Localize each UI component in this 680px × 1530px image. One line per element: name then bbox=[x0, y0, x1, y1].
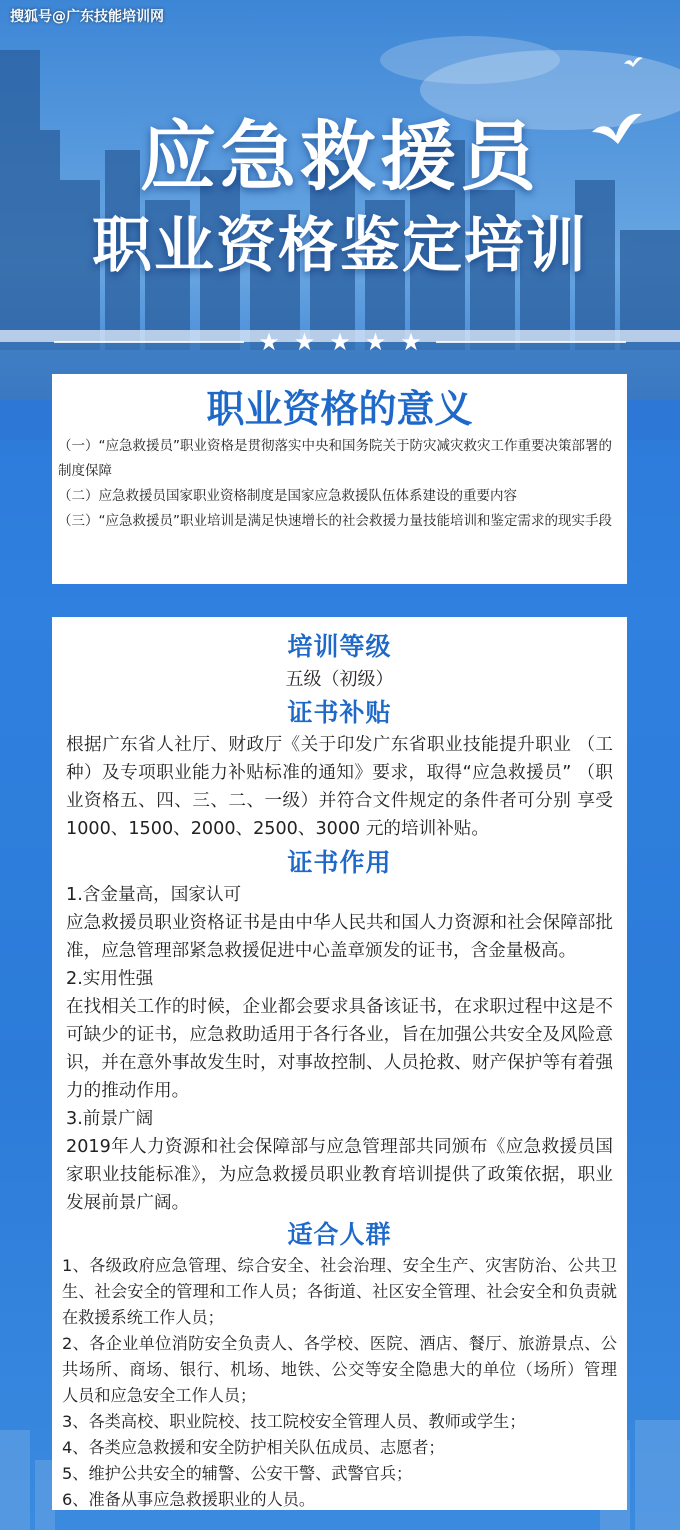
divider-line bbox=[436, 341, 626, 343]
audience-line: 2、各企业单位消防安全负责人、各学校、医院、酒店、餐厅、旅游景点、公共场所、商场、银行、机场、地铁、公交等安全隐患大的单位（场所）管理 人员和应急安全工作人员； bbox=[62, 1334, 617, 1405]
subsidy-title: 证书补贴 bbox=[287, 698, 392, 727]
function-line: 在找相关工作的时候，企业都会要求具备该证书，在求职过程中这是不可缺少的证书，应急救助适用于各行各业，旨在加强公共安全及风险意识，并在意外事故发生时，对事故控制、人员抢救、财产保护等有着强力的推动作用。 bbox=[66, 997, 613, 1101]
hero-title-line1: 应急救援员 bbox=[140, 112, 540, 201]
function-line: 3.前景广阔 bbox=[66, 1109, 154, 1129]
audience-title: 适合人群 bbox=[287, 1220, 392, 1249]
bird-icon bbox=[622, 52, 644, 74]
divider-line bbox=[54, 341, 244, 343]
hero-title-line2: 职业资格鉴定培训 bbox=[92, 211, 588, 281]
star-icon: ★ bbox=[258, 328, 280, 356]
function-line: 应急救援员职业资格证书是由中华人民共和国人力资源和社会保障部批准，应急管理部紧急救援促进中心盖章颁发的证书，含金量极高。 bbox=[66, 913, 613, 961]
significance-item: （二）应急救援员国家职业资格制度是国家应急救援队伍体系建设的重要内容 bbox=[58, 488, 517, 504]
star-icon: ★ bbox=[293, 328, 316, 356]
significance-item: （一）“应急救援员”职业资格是贯彻落实中央和国务院关于防灾减灾救灾工作重要决策部署的制度保障 bbox=[58, 438, 612, 479]
function-line: 2.实用性强 bbox=[66, 969, 154, 989]
function-line: 1.含金量高，国家认可 bbox=[66, 885, 242, 905]
star-icon: ★ bbox=[364, 328, 387, 356]
subsidy-text: 根据广东省人社厅、财政厅《关于印发广东省职业技能提升职业 （工种）及专项职业能力补贴标准的通知》要求，取得“应急救援员” （职业资格五、四、三、二、一级）并符合文件规定的条件者可分别 享受 1000、1500、2000、2500、3000 元的培训补贴。 bbox=[66, 735, 613, 839]
significance-title: 职业资格的意义 bbox=[206, 387, 473, 431]
audience-line: 4、各类应急救援和安全防护相关队伍成员、志愿者； bbox=[62, 1438, 445, 1457]
significance-card bbox=[52, 374, 627, 584]
audience-line: 5、维护公共安全的辅警、公安干警、武警官兵； bbox=[62, 1464, 413, 1483]
watermark: 搜狐号@广东技能培训网 bbox=[10, 9, 164, 25]
star-divider bbox=[0, 328, 680, 356]
audience-line: 3、各类高校、职业院校、技工院校安全管理人员、教师或学生； bbox=[62, 1412, 526, 1431]
function-line: 2019年人力资源和社会保障部与应急管理部共同颁布《应急救援员国家职业技能标准》，为应急救援员职业教育培训提供了政策依据，职业发展前景广阔。 bbox=[66, 1137, 613, 1213]
training-level-title: 培训等级 bbox=[287, 632, 392, 661]
star-icon: ★ bbox=[329, 328, 351, 356]
star-icon: ★ bbox=[400, 328, 422, 356]
details-card bbox=[52, 617, 627, 1510]
function-title: 证书作用 bbox=[287, 848, 392, 877]
audience-line: 6、准备从事应急救援职业的人员。 bbox=[62, 1490, 316, 1509]
training-level-value: 五级（初级） bbox=[285, 669, 394, 690]
audience-line: 1、各级政府应急管理、综合安全、社会治理、安全生产、灾害防治、公共卫生、社会安全的管理和工作人员；各街道、社区安全管理、社会安全和负责就在救援系统工作人员； bbox=[62, 1256, 617, 1327]
significance-item: （三）“应急救援员”职业培训是满足快速增长的社会救援力量技能培训和鉴定需求的现实手段 bbox=[58, 513, 612, 529]
